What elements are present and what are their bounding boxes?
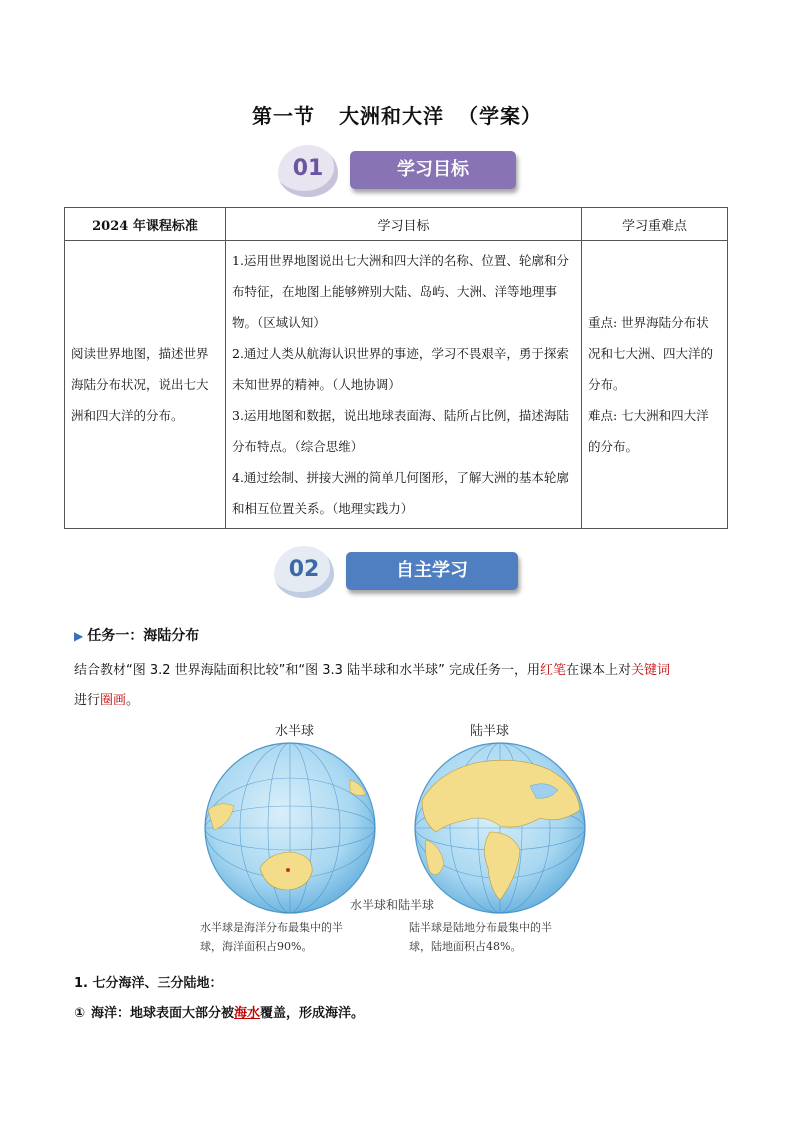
task-label: 任务一：海陆分布 (87, 628, 200, 644)
instruction-text: 进行 (74, 693, 101, 708)
caption-line: 水半球是海洋分布最集中的半 (200, 921, 343, 934)
caption-line: 球，海洋面积占90%。 (200, 940, 313, 953)
land-hemisphere-label: 陆半球 (470, 724, 510, 739)
task-instruction (74, 656, 734, 716)
water-hemisphere-label: 水半球 (275, 724, 315, 739)
difficult-point: 难点: 七大洲和四大洋的分布。 (588, 408, 709, 454)
figure-caption-title: 水半球和陆半球 (350, 898, 435, 912)
title-suffix: （学案） (458, 104, 542, 128)
section-number: 02 (288, 557, 320, 582)
land-hemisphere-caption (409, 918, 552, 956)
section-label: 学习目标 (350, 151, 516, 189)
water-hemisphere-caption (200, 918, 343, 956)
key-points (582, 241, 728, 529)
hemisphere-figure (200, 718, 600, 963)
point-text: 海洋：地球表面大部分被 (91, 1006, 235, 1021)
point-heading: 1. 七分海洋、三分陆地： (74, 976, 223, 991)
title-topic: 大洲和大洋 (339, 104, 444, 128)
section-header-goals (278, 145, 520, 195)
title-section: 第一节 (252, 104, 315, 128)
key-point: 重点: 世界海陆分布状况和七大洲、四大洋的分布。 (588, 315, 714, 392)
goal-item: 2.通过人类从航海认识世界的事迹，学习不畏艰辛，勇于探索未知世界的精神。（人地协调） (232, 346, 569, 392)
instruction-text: 结合教材“图 3.2 世界海陆面积比较”和“图 3.3 陆半球和水半球” 完成任务一，用 (74, 663, 540, 678)
goal-item: 1.运用世界地图说出七大洲和四大洋的名称、位置、轮廓和分布特征，在地图上能够辨别大陆、岛屿、大洲、洋等地理事物。（区域认知） (232, 253, 569, 330)
page-title (0, 100, 794, 129)
task-heading (74, 625, 199, 645)
curriculum-standard: 阅读世界地图，描述世界海陆分布状况，说出七大洲和四大洋的分布。 (65, 241, 226, 529)
circled-number: ① (74, 1006, 86, 1021)
goals-table (64, 207, 728, 529)
caption-line: 陆半球是陆地分布最集中的半 (409, 921, 552, 934)
point-keyword: 海水 (234, 1006, 261, 1021)
goal-item: 3.运用地图和数据，说出地球表面海、陆所占比例，描述海陆分布特点。（综合思维） (232, 408, 569, 454)
section-number: 01 (292, 156, 324, 181)
triangle-bullet-icon: ▶ (74, 629, 84, 643)
instruction-circle: 圈画 (100, 693, 127, 708)
instruction-keyword: 关键词 (630, 663, 670, 678)
land-hemisphere-globe (415, 743, 585, 913)
table-row (65, 241, 728, 529)
instruction-text: 。 (126, 693, 140, 708)
instruction-text: 在课本上对 (565, 663, 631, 678)
table-header: 2024 年课程标准 (65, 208, 226, 241)
point-text: 覆盖，形成海洋。 (260, 1006, 365, 1021)
table-header: 学习目标 (226, 208, 582, 241)
table-header-row (65, 208, 728, 241)
water-hemisphere-globe (205, 743, 375, 913)
table-header: 学习重难点 (582, 208, 728, 241)
caption-line: 球，陆地面积占48%。 (409, 940, 522, 953)
goal-item: 4.通过绘制、拼接大洲的简单几何图形，了解大洲的基本轮廓和相互位置关系。（地理实践力） (232, 470, 569, 516)
learning-goals (226, 241, 582, 529)
section-label: 自主学习 (346, 552, 518, 590)
point-item (74, 1002, 364, 1021)
section-header-self-study (274, 546, 524, 596)
instruction-red-pen: 红笔 (539, 663, 566, 678)
